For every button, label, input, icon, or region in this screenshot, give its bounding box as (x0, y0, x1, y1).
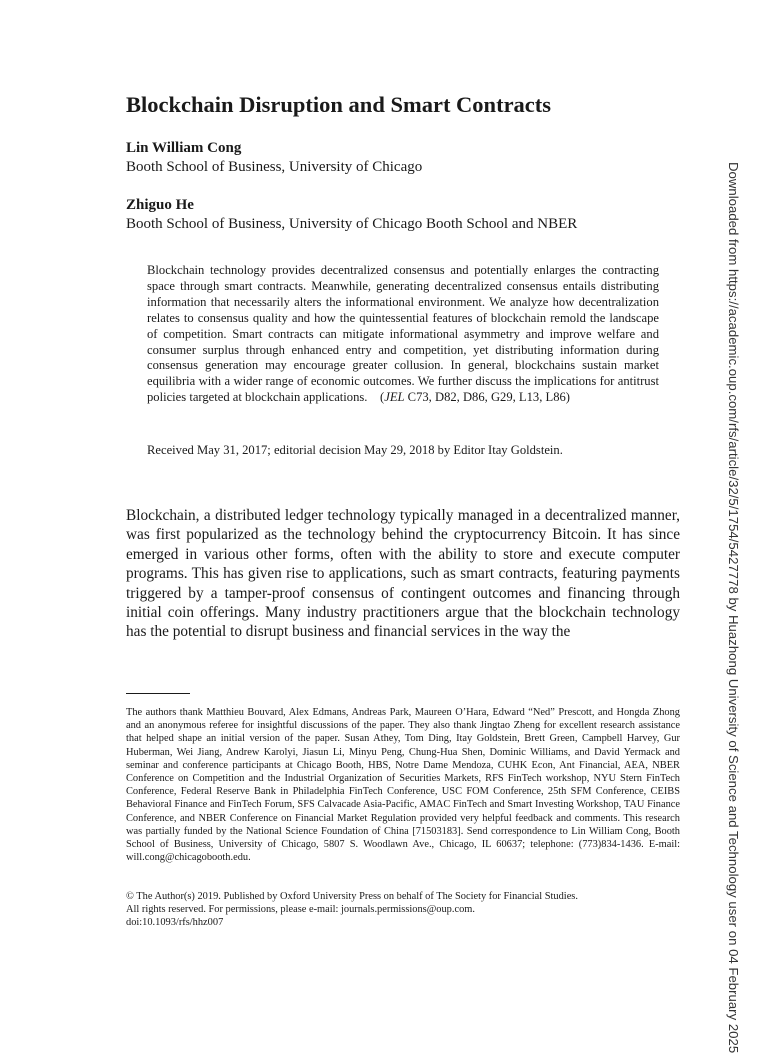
footnote-divider (126, 693, 190, 694)
footnote: The authors thank Matthieu Bouvard, Alex Edmans, Andreas Park, Maureen O’Hara, Edward “Ned” Prescott, and Hongda Zhong and an anonymous referee for insightful discussions of the paper. They also thank Jingtao Zheng for excellent research assistance that helped shape an initial version of the paper. Susan Athey, Tom Ding, Itay Goldstein, Brett Green, Campbell Harvey, Gur Huberman, Wei Jiang, Andrew Karolyi, Jiasun Li, Minyu Peng, Chung-Hua Shen, Dominic Williams, and David Yermack and seminar and conference participants at Chicago Booth, HBS, Notre Dame Mendoza, CUHK Econ, Ant Financial, AEA, NBER Conference on Competition and the Industrial Organization of Securities Markets, RFS FinTech workshop, NYU Stern FinTech Conference, Federal Reserve Bank in Philadelphia FinTech Conference, USC FOM Conference, 25th SFM Conference, CEIBS Behavioral Finance and FinTech Forum, SFS Calvacade Asia-Pacific, AMAC FinTech and Smart Investing Workshop, TAU Finance Conference, and NBER Conference on Financial Market Regulation provided very helpful feedback and comments. This research was partially funded by the National Science Foundation of China [71503183]. Send correspondence to Lin William Cong, Booth School of Business, University of Chicago, 5807 S. Woodlawn Ave., Chicago, IL 60637; telephone: (773)834-1436. E-mail: will.cong@chicagobooth.edu. (126, 707, 680, 864)
abstract (147, 263, 659, 406)
abstract-text: Blockchain technology provides decentralized consensus and potentially enlarges the contracting space through smart contracts. Meanwhile, generating decentralized consensus entails distributing information that necessarily alters the informational environment. We analyze how decentralization relates to consensus quality and how the quintessential features of blockchain remold the landscape of competition. Smart contracts can mitigate informational asymmetry and improve welfare and consumer surplus through enhanced entry and competition, yet distributing information during consensus generation may encourage greater collusion. In general, blockchains sustain market equilibria with a wider range of economic outcomes. We further discuss the implications for antitrust policies targeted at blockchain applications. (147, 263, 659, 405)
author-name-1: Lin William Cong (126, 140, 242, 156)
paper-title: Blockchain Disruption and Smart Contracts (126, 92, 552, 117)
body-paragraph: Blockchain, a distributed ledger technology typically managed in a decentralized manner, was first popularized as the technology behind the cryptocurrency Bitcoin. It has since emerged in various other forms, often with the ability to store and execute computer programs. This has given rise to applications, such as smart contracts, featuring payments triggered by a tamper-proof consensus of contingent outcomes and financing through initial coin offerings. Many industry practitioners argue that the blockchain technology has the potential to disrupt business and financial services in the way the (126, 507, 680, 641)
doi: doi:10.1093/rfs/hhz007 (126, 917, 224, 929)
author-affiliation-1: Booth School of Business, University of Chicago (126, 159, 423, 175)
jel-codes: C73, D82, D86, G29, L13, L86) (404, 390, 570, 405)
jel-label: JEL (384, 390, 405, 405)
download-watermark: Downloaded from https://academic.oup.com/rfs/article/32/5/1754/5427778 by Huazhong University of Science and Technology user on 04 February 2025 (726, 162, 741, 1053)
jel-open: ( (380, 390, 385, 405)
copyright-line-1: © The Author(s) 2019. Published by Oxford University Press on behalf of The Society for Financial Studies. (126, 891, 578, 902)
received-dates: Received May 31, 2017; editorial decision May 29, 2018 by Editor Itay Goldstein. (147, 443, 563, 457)
author-affiliation-2: Booth School of Business, University of Chicago Booth School and NBER (126, 216, 578, 232)
copyright-block (126, 890, 680, 930)
copyright-line-2: All rights reserved. For permissions, please e-mail: journals.permissions@oup.com. (126, 904, 475, 916)
author-name-2: Zhiguo He (126, 197, 194, 213)
